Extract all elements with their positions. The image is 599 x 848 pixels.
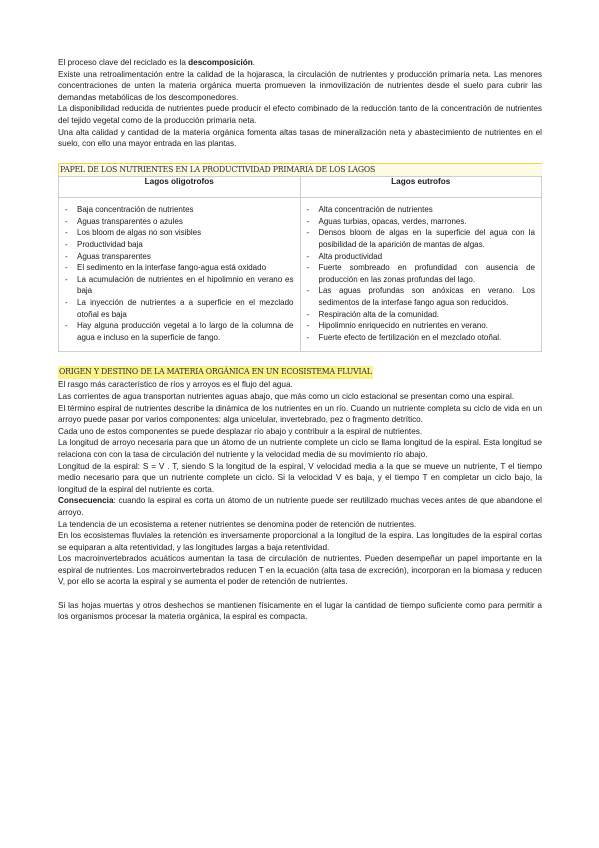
fluvial-paragraph-1: El rasgo más característico de ríos y arroyos es el flujo del agua.: [58, 380, 293, 390]
list-item: - Hay alguna producción vegetal a lo largo de la columna de agua e incluso en la superficie de fango.: [65, 320, 294, 343]
fluvial-paragraph-11: Si las hojas muertas y otros deshechos se mantienen físicamente en el lugar la cantidad de tiempo suficiente como para permitir a los organismos procesar la materia orgánica, la espiral es compacta.: [58, 600, 542, 622]
list-item: - Alta productividad: [307, 251, 536, 263]
section-heading-fluvial: ORIGEN Y DESTINO DE LA MATERIA ORGÁNICA EN UN ECOSISTEMA FLUVIAL: [59, 367, 372, 378]
list-item: - Aguas turbias, opacas, verdes, marrones.: [307, 216, 536, 228]
list-item: - Fuerte sombreado en profundidad con ausencia de producción en las zonas profundas del lago.: [307, 262, 536, 285]
fluvial-paragraph-10: Los macroinvertebrados acuáticos aumentan la tasa de circulación de nutrientes. Pueden desempeñar un papel importante en la espiral de nutrientes. Los macroinvertebrados reducen T en la ecuación (alta tasa de excreción), incorporan en la biomasa y reducen V, por ello se acorta la espiral y se aumenta el poder de retención de nutrientes.: [58, 554, 542, 587]
list-item: - Densos bloom de algas en la superficie del agua con la posibilidad de la aparición de mantas de algas.: [307, 227, 536, 250]
list-item: - Respiración alta de la comunidad.: [307, 309, 536, 321]
fluvial-paragraph-6: Longitud de la espiral: S = V . T, siendo S la longitud de la espiral, V velocidad media a la que se mueve un nutriente, T el tiempo medio necesario para que un nutriente complete un ciclo. Si la velocidad V es baja, y el tiempo T en completar un ciclo bajo, la longitud de la espiral del nutriente es corta.: [58, 461, 542, 494]
fluvial-paragraph-5: La longitud de arroyo necesaria para que un átomo de un nutriente complete un ciclo se llama longitud de la espiral. Esta longitud se relaciona con con la tasa de circulación del nutriente y la velocidad media de su movimiento río abajo.: [58, 438, 542, 459]
intro-paragraph-2: Existe una retroalimentación entre la calidad de la hojarasca, la circulación de nutrientes y producción primaria neta. Las menores concentraciones de unten la materia orgánica muerta promueven la inmovilización de nutrientes desde el suelo para cubrir las demandas metabólicas de los descomponedores.: [58, 69, 542, 102]
fluvial-paragraph-9: En los ecosistemas fluviales la retención es inversamente proporcional a la longitud de la espira. Las longitudes de la espiral cortas se equiparan a alta retentividad, y las longitudes largas a baja retentividad.: [58, 531, 542, 552]
eutrophic-list: [307, 204, 536, 343]
fluvial-paragraph-8: La tendencia de un ecosistema a retener nutrientes se denomina poder de retención de nutrientes.: [58, 519, 417, 529]
list-item: - Hipolimnio enriquecido en nutrientes en verano.: [307, 320, 536, 332]
fluvial-paragraph-2: Las corrientes de agua transportan nutrientes aguas abajo, que más como un ciclo estacional se presentan como una espiral.: [58, 391, 515, 401]
eutrophic-cell: [300, 198, 542, 352]
list-item: - El sedimento en la interfase fango-agua está oxidado: [65, 262, 294, 274]
key-term-consequence: Consecuencia: [58, 496, 114, 506]
list-item: - Los bloom de algas no son visibles: [65, 227, 294, 239]
list-item: - Aguas transparentes: [65, 251, 294, 263]
intro-paragraph-1: El proceso clave del reciclado es la descomposición.: [58, 58, 256, 67]
oligotrophic-list: [65, 204, 294, 343]
list-item: - La acumulación de nutrientes en el hipolimnio en verano es baja: [65, 274, 294, 297]
list-item: - Alta concentración de nutrientes: [307, 204, 536, 216]
column-header-oligotrophic: Lagos oligotrofos: [59, 177, 301, 198]
intro-paragraph-4: Una alta calidad y cantidad de la materia orgánica fomenta altas tasas de mineralización neta y abastecimiento de nutrientes en el suelo, con ello una mayor entrada en las plantas.: [58, 127, 542, 149]
list-item: - La inyección de nutrientes a a superficie en el mezclado otoñal es baja: [65, 297, 294, 320]
fluvial-paragraph-3: El término espiral de nutrientes describe la dinámica de los nutrientes en un río. Cuando un nutriente completa su ciclo de vida en un arroyo puede pasar por varios componentes: alga unicelular, invertebrado, pez o fragmento detrítico.: [58, 403, 542, 425]
column-header-eutrophic: Lagos eutrofos: [300, 177, 542, 198]
key-term-decomposition: descomposición: [188, 58, 253, 67]
list-item: - Fuerte efecto de fertilización en el mezclado otoñal.: [307, 332, 536, 344]
list-item: - Baja concentración de nutrientes: [65, 204, 294, 216]
list-item: - Productividad baja: [65, 239, 294, 251]
section-heading-lakes: PAPEL DE LOS NUTRIENTES EN LA PRODUCTIVIDAD PRIMARIA DE LOS LAGOS: [58, 163, 542, 177]
lakes-comparison-table: [58, 176, 542, 352]
list-item: - Aguas transparentes o azules: [65, 216, 294, 228]
intro-paragraph-3: La disponibilidad reducida de nutrientes puede producir el efecto combinado de la reducción tanto de la concentración de nutrientes del tejido vegetal como de la producción primaria neta.: [58, 104, 542, 125]
oligotrophic-cell: [59, 198, 301, 352]
document-page: [58, 57, 542, 623]
paragraph-spacer: [58, 588, 542, 600]
fluvial-paragraph-4: Cada uno de estos componentes se puede desplazar río abajo y contribuir a la espiral de nutrientes.: [58, 426, 423, 436]
list-item: - Las aguas profundas son anóxicas en verano. Los sedimentos de la interfase fango agua son reducidos.: [307, 285, 536, 308]
fluvial-paragraph-7: Consecuencia: cuando la espiral es corta un átomo de un nutriente puede ser reutilizado muchas veces antes de que abandone el arroyo.: [58, 496, 542, 517]
